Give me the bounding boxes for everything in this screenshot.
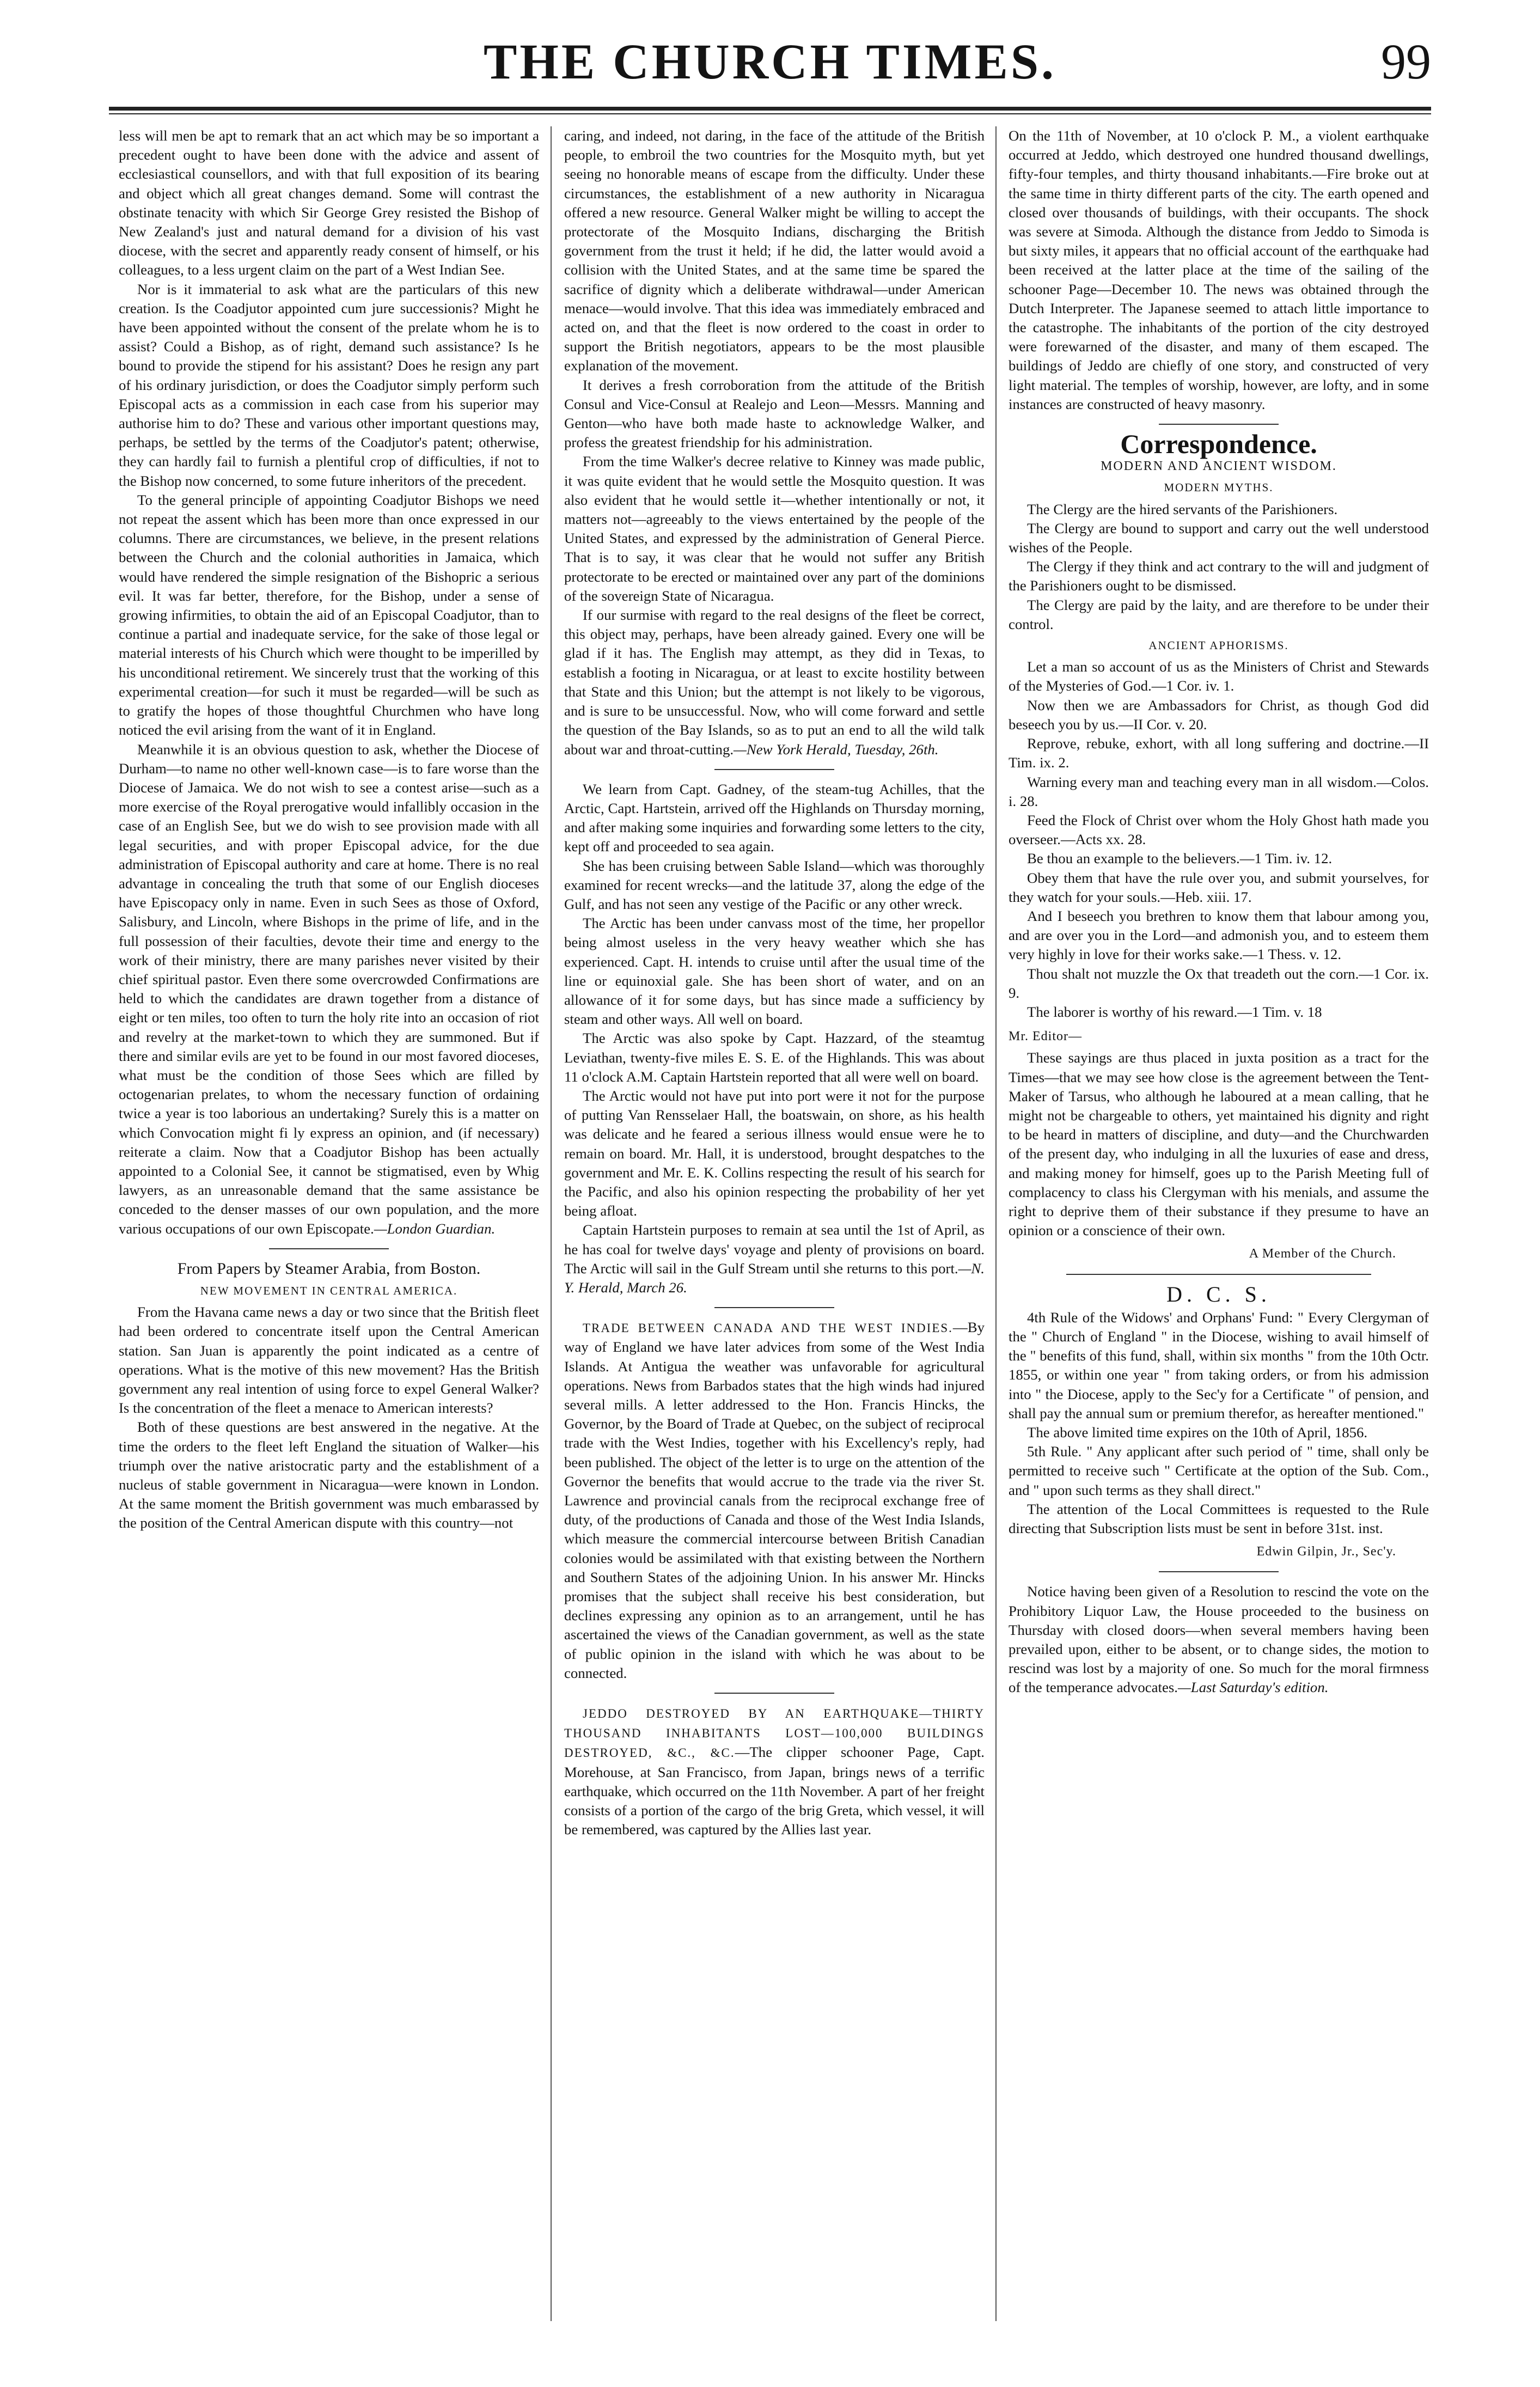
article-text: Meanwhile it is an obvious question to ask, whether the Diocese of Durham—to name no other well-known case—is to fare worse than the Diocese of Jamaica. We do not wish to see a contest arise—such as a more exercise of the Royal prerogative would infallibly occasion in the case of an English See, but we do wish to see provision made with all legal securities, and with proper Episcopal advice, for the due administration of Episcopal authority and care at home. There is no real advantage in concealing the truth that some of our English dioceses have Episcopacy only in name. Even in such Sees as those of Oxford, Salisbury, and Lincoln, where Bishops in the prime of life, and in the full possession of their faculties, devote their time and energy to the work of their ministry, there are many parishes never visited by their chief spiritual pastor. Even there some overcrowded Confirmations are held to which the candidates are drawn together from a distance of eight or ten miles, too often to turn the holy rite into an occasion of riot and revelry at the market-town to which they are summoned. But if there and similar evils are yet to be found in our most favored dioceses, what must be the condition of those Sees which are filled by octogenarian prelates, to whom the necessary function of ordaining twice a year is too laborious an undertaking? Surely this is a matter on which Convocation might fi ly express an opinion, and (if necessary) reiterate a claim. Now that a Coadjutor Bishop has been actually appointed to a Colonial See, it cannot be stigmatised, even by Whig lawyers, as an unreasonable demand that the same assistance be conceded to the denser masses of our own population, and the more various occupations of our own Episcopate. (119, 741, 539, 1237)
source-citation: —Last Saturday's edition. (1177, 1679, 1329, 1696)
aphorism-item: Thou shalt not muzzle the Ox that treadeth out the corn.—1 Cor. ix. 9. (1009, 965, 1429, 1001)
aphorism-item: Feed the Flock of Christ over whom the Holy Ghost hath made you overseer.—Acts xx. 28. (1009, 811, 1429, 848)
notice-paragraph: 4th Rule of the Widows' and Orphans' Fund: " Every Clergyman of the " Church of England " in the Diocese, wishing to avail himself of the " benefits of this fund, shall, within six months " from the 10th Octr. 1855, or within one year " from taking orders, or from his admission into " the Diocese, apply to the Sec'y for a Certificate " of pension, and shall pay the annual sum or premium therefor, as hereafter mentioned." (1009, 1309, 1429, 1421)
separator-rule (714, 1693, 834, 1694)
aphorism-item: Obey them that have the rule over you, and submit yourselves, for they watch for your souls.—Heb. xiii. 17. (1009, 869, 1429, 905)
notice-paragraph: The attention of the Local Committees is requested to the Rule directing that Subscription lists must be sent in before 31st. inst. (1009, 1500, 1429, 1537)
article-heading: JEDDO DESTROYED BY AN EARTHQUAKE—THIRTY THOUSAND INHABITANTS LOST—100,000 BUILDINGS DESTROYED, &C., &C. (564, 1707, 985, 1760)
masthead-rule-thin (109, 113, 1431, 114)
column-3 (1009, 126, 1429, 2327)
myth-item: The Clergy are the hired servants of the Parishioners. (1027, 500, 1338, 517)
column-divider (551, 126, 552, 2321)
article-paragraph: From the time Walker's decree relative to Kinney was made public, it was quite evident that he would settle the Mosquito question. It was also evident that he would settle it—whether intentionally or not, it matters not—agreeably to the views entertained by the people of the United States, and expressed by the administration of General Pierce. That is to say, it was clear that he would not suffer any British protectorate to be erected or maintained over any part of the dominions of the sovereign State of Nicaragua. (564, 453, 985, 604)
aphorism-item: Now then we are Ambassadors for Christ, as though God did beseech you by us.—II Cor. v. 20. (1009, 697, 1429, 732)
article-paragraph: less will men be apt to remark that an act which may be so important a precedent ought to have been done with the advice and assent of ecclesiastical counsellors, and with that full exposition of its bearing and object which all great changes demand. Some will contrast the obstinate tenacity with which Sir George Grey resisted the Bishop of New Zealand's just and natural demand for a division of his vast diocese, with the secret and apparently ready consent of himself, or his colleagues, to a less urgent claim on the part of a West Indian See. (119, 127, 539, 278)
article-paragraph: She has been cruising between Sable Island—which was thoroughly examined for recent wrecks—and the latitude 37, along the edge of the Gulf, and has not seen any vestige of the Pacific or any other wreck. (564, 857, 985, 912)
source-citation: —N. Y. Herald, March 26. (564, 1260, 985, 1296)
section-heading: Correspondence. (1120, 429, 1317, 460)
aphorism-item: And I beseech you brethren to know them that labour among you, and are over you in the Lord—and admonish you, and to esteem them very highly in love for their works sake.—1 Thess. v. 12. (1009, 907, 1429, 963)
article-paragraph: The Arctic has been under canvass most of the time, her propellor being almost useless in the very heavy weather which she has experienced. Capt. H. intends to cruise until after the usual time of the line or equinoxial gale. She has been short of water, and on an allowance of it for some days, but has since made a sufficiency by steam and other ways. All well on board. (564, 915, 985, 1028)
article-text: Captain Hartstein purposes to remain at sea until the 1st of April, as he has coal for twelve days' voyage and plenty of provisions on board. The Arctic will sail in the Gulf Stream until she returns to this port. (564, 1222, 985, 1277)
page-number: 99 (1381, 34, 1431, 89)
article-paragraph (1009, 1582, 1429, 1697)
article-paragraph: Both of these questions are best answered in the negative. At the time the orders to the fleet left England the situation of Walker—his triumph over the native aristocratic party and the establishment of a nucleus of stable government in Nicaragua—were known in London. At the same moment the British government was much embarassed by the position of the Central American dispute with this country—not (119, 1419, 539, 1531)
article-text: Notice having been given of a Resolution to rescind the vote on the Prohibitory Liquor Law, the House proceeded to the business on Thursday with closed doors—when several members having been prevailed upon, either to be absent, or to change sides, the motion to rescind was lost by a majority of one. So much for the moral firmness of the temperance advocates. (1009, 1583, 1429, 1696)
article-heading: TRADE BETWEEN CANADA AND THE WEST INDIES. (583, 1321, 953, 1335)
separator-rule (714, 1307, 834, 1308)
article-paragraph: On the 11th of November, at 10 o'clock P. M., a violent earthquake occurred at Jeddo, which destroyed one hundred thousand dwellings, fifty-four temples, and thirty thousand inhabitants.—Fire broke out at the same time in thirty different parts of the city. The earth opened and closed over thousands of buildings, with their occupants. The shock was severe at Simoda. Although the distance from Jeddo to Simoda is but sixty miles, it appears that no official account of the earthquake had been received at the latter place at the time of the sailing of the schooner Page—December 10. The news was obtained through the Dutch Interpreter. The Japanese seemed to attach little importance to the catastrophe. The inhabitants of the portion of the city destroyed were forewarned of the disaster, and many of them escaped. The buildings of Jeddo are chiefly of one story, and constructed of very light material. The temples of worship, however, are lofty, and in some instances are constructed of heavy masonry. (1009, 127, 1429, 412)
masthead (109, 33, 1431, 98)
notice-signature: Edwin Gilpin, Jr., Sec'y. (1256, 1544, 1396, 1559)
letter-signature: A Member of the Church. (1249, 1247, 1396, 1261)
article-paragraph: The Arctic would not have put into port were it not for the purpose of putting Van Rensselaer Hall, the boatswain, on shore, as his health was delicate and he feared a serious illness would ensue were he to remain on board. Mr. Hall, it is understood, brought despatches to the government and Mr. E. K. Collins respecting the result of his search for the Pacific, and also his opinion respecting the probability of her yet being afloat. (564, 1087, 985, 1219)
notice-heading: D. C. S. (1166, 1281, 1271, 1307)
aphorism-item: Be thou an example to the believers.—1 Tim. iv. 12. (1027, 850, 1333, 867)
article-paragraph (564, 1220, 985, 1297)
notice-paragraph: The above limited time expires on the 10th of April, 1856. (1027, 1424, 1368, 1440)
myth-item: The Clergy are bound to support and carry out the well understood wishes of the People. (1009, 520, 1429, 556)
article-subheading: MODERN MYTHS. (1164, 481, 1274, 495)
column-2 (564, 126, 985, 2327)
masthead-rule-thick (109, 107, 1431, 111)
letter-paragraph: These sayings are thus placed in juxta position as a tract for the Times—that we may see how close is the agreement between the Tent-Maker of Tarsus, who although he laboured at a mean calling, that he might not be chargeable to others, yet maintained his dignity and right to be heard in matters of discipline, and duty—and the Churchwarden of the present day, who indulging in all the luxuries of ease and dress, and making money for himself, goes up to the Parish Meeting full of complacency to class his Clergyman with his menials, and assume the right to deprive them of their substance if they presume to have an opinion or a conscience of their own. (1009, 1049, 1429, 1239)
separator-rule (1159, 1571, 1279, 1572)
aphorism-item: Let a man so account of us as the Ministers of Christ and Stewards of the Mysteries of God.—1 Cor. iv. 1. (1009, 658, 1429, 694)
article-paragraph: From the Havana came news a day or two since that the British fleet had been ordered to concentrate itself upon the Central American station. San Juan is apparently the point indicated as a centre of operations. What is the motive of this new movement? Has the British government any real intention of using force to expel General Walker? Is the concentration of the fleet a menace to American interests? (119, 1304, 539, 1417)
article-paragraph: It derives a fresh corroboration from the attitude of the British Consul and Vice-Consul at Realejo and Leon—Messrs. Manning and Genton—who have both made haste to acknowledge Walker, and profess the greatest friendship for his administration. (564, 376, 985, 451)
separator-rule (714, 769, 834, 770)
article-paragraph (564, 1318, 985, 1683)
myth-item: The Clergy are paid by the laity, and are therefore to be under their control. (1009, 596, 1429, 632)
article-text: If our surmise with regard to the real designs of the fleet be correct, this object may, perhaps, have been already gained. Every one will be glad if it has. The English may attempt, as they did in Texas, to establish a footing in Nicaragua, or at least to excite hostility between that State and this Union; but the attempt is not likely to be vigorous, and is sure to be unsuccessful. Now, who will come forward and settle the question of the Bay Islands, so as to put an end to all the wild talk about war and throat-cutting. (564, 607, 985, 758)
notice-paragraph: 5th Rule. " Any applicant after such period of " time, shall only be permitted to receive such " Certificate at the option of the Sub. Com., and " upon such terms as they shall direct." (1009, 1443, 1429, 1498)
myth-item: The Clergy if they think and act contrary to the will and judgment of the Parishioners ought to be dismissed. (1009, 558, 1429, 594)
source-citation: —New York Herald, Tuesday, 26th. (734, 741, 939, 758)
column-1 (119, 126, 539, 2327)
aphorism-item: Warning every man and teaching every man in all wisdom.—Colos. i. 28. (1009, 773, 1429, 809)
article-paragraph: We learn from Capt. Gadney, of the steam-tug Achilles, that the Arctic, Capt. Hartstein, arrived off the Highlands on Thursday morning, and after making some inquiries and forwarding some letters to the city, kept off and proceeded to sea again. (564, 780, 985, 855)
article-paragraph: The Arctic was also spoke by Capt. Hazzard, of the steamtug Leviathan, twenty-five miles E. S. E. of the Highlands. This was about 11 o'clock A.M. Captain Hartstein reported that all were well on board. (564, 1030, 985, 1085)
source-citation: —London Guardian. (374, 1220, 496, 1237)
aphorism-item: The laborer is worthy of his reward.—1 Tim. v. 18 (1027, 1003, 1322, 1020)
column-divider (995, 126, 997, 2321)
section-heading: From Papers by Steamer Arabia, from Boston. (177, 1259, 481, 1278)
article-subheading: ANCIENT APHORISMS. (1148, 639, 1289, 652)
article-paragraph (564, 1704, 985, 1839)
article-text: —By way of England we have later advices from some of the West India Islands. At Antigua the weather was unfavorable for agricultural operations. News from Barbados states that the high winds had injured several mills. A letter addressed to the Hon. Francis Hincks, the Governor, by the Board of Trade at Quebec, on the subject of reciprocal trade with the West Indies, together with his Excellency's reply, had been published. The object of the letter is to urge on the attention of the Governor the benefits that would accrue to the trade via the river St. Lawrence and provincial canals from the reciprocal exchange free of duty, of the productions of Canada and those of the West India Islands, which measure the commercial intercourse between British Canadian colonies would be assimilated with that existing between the Northern and Southern States of the adjoining Union. In his answer Mr. Hincks promises that the subject shall receive his best consideration, but declines expressing any opinion as to an arrangement, until he has ascertained the views of the Canadian government, as well as the state of public opinion in the island with which he was about to be connected. (564, 1319, 985, 1681)
article-text: —The clipper schooner Page, Capt. Morehouse, at San Francisco, from Japan, brings news of a terrific earthquake, which occurred on the 11th November. A part of her freight consists of a portion of the cargo of the brig Greta, which vessel, it will be remembered, was captured by the Allies last year. (564, 1744, 985, 1838)
letter-salutation: Mr. Editor— (1009, 1029, 1082, 1044)
masthead-title: THE CHURCH TIMES. (483, 34, 1057, 89)
article-paragraph (564, 606, 985, 759)
article-subheading: NEW MOVEMENT IN CENTRAL AMERICA. (200, 1284, 458, 1297)
article-paragraph (119, 740, 539, 1238)
article-paragraph: caring, and indeed, not daring, in the face of the attitude of the British people, to embroil the two countries for the Mosquito myth, but yet seeing no honorable means of escape from the difficulty. Under these circumstances, the establishment of a new authority in Nicaragua offered a new resource. General Walker might be willing to accept the protectorate of the Mosquito Indians, discharging the British government from the trust it held; if he did, the latter would avoid a collision with the United States, and at the same time be spared the sacrifice of dignity which a deliberate withdrawal—under American menace—would involve. That this idea was immediately embraced and acted on, and that the fleet is now ordered to the coast in order to support the British negotiators, appears to be the most plausible explanation of the movement. (564, 127, 985, 374)
article-paragraph: To the general principle of appointing Coadjutor Bishops we need not repeat the assent which has been more than once expressed in our columns. There are circumstances, we believe, in the present relations between the Church and the colonial authorities in Jamaica, which would have rendered the simple resignation of the Bishopric a serious evil. It was far better, therefore, for the Bishop, under a sense of growing infirmities, to obtain the aid of an Episcopal Coadjutor, than to continue a partial and inadequate service, for the sake of those legal or material interests of his Church which were thought to be imperilled by his unconditional retirement. We sincerely trust that the working of this experimental creation—for such it must be regarded—will be such as to gratify the hopes of those thoughtful Churchmen who have long noticed the evil arising from the want of it in England. (119, 491, 539, 738)
article-paragraph: Nor is it immaterial to ask what are the particulars of this new creation. Is the Coadjutor appointed cum jure successionis? Might he have been appointed without the consent of the prelate whom he is to assist? Could a Bishop, as of right, demand such assistance? Is he bound to provide the stipend for his assistant? Does he resign any part of his ordinary jurisdiction, or does the Coadjutor simply perform such Episcopal acts as a commission in each case from his superior may authorise him to do? These and various other important questions may, perhaps, be settled by the terms of the Coadjutor's patent; otherwise, they can hardly fail to furnish a plentiful crop of difficulties, if not to the Bishop now concerned, to some future inheritors of the precedent. (119, 280, 539, 489)
separator-rule (1159, 424, 1279, 425)
separator-rule (269, 1248, 389, 1249)
article-heading: MODERN AND ANCIENT WISDOM. (1101, 459, 1337, 474)
separator-rule (1066, 1274, 1371, 1275)
aphorism-item: Reprove, rebuke, exhort, with all long suffering and doctrine.—II Tim. ix. 2. (1009, 735, 1429, 771)
